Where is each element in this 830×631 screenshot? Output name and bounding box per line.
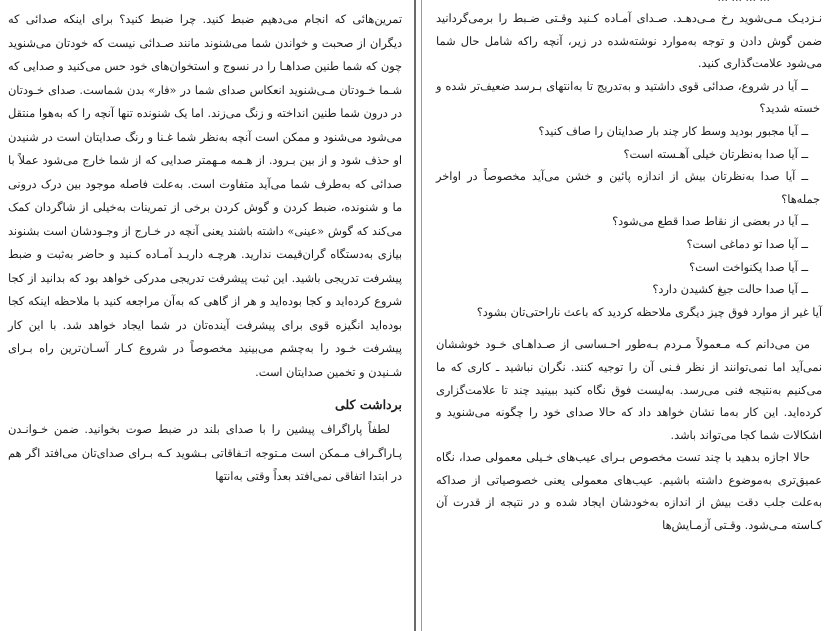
body-paragraph: تمرین‌هائی که انجام می‌دهیم ضبط کنید. چرا ضبط کنید؟ برای اینکه صدائی که دیگران از صحبت و خواندن شما می‌شنوند مانند صـدائی نیست که خودتان می‌شنوید چون که شما طنین صداهـا را در نسوج و استخوان‌های خود حس می‌کنید و صدایی که شـما خـودتان مـی‌شنوید انعکاس صدای شما در «فار» بدن شماست. صدای خـودتان در درون شما طنین انداخته و زنگ می‌زند. اما یک شنونده تنها آنچه را که به‌هوا منتقل می‌شود می‌شنود و ممکن است آنچه به‌نظر شما غـنا و رنگ صدایتان است در شنیدن او حذف شود و از بین بـرود. از هـمه مـهمتر صدایی که از شما خارج می‌شود عملاً با صدائی که به‌طرف شما می‌آید متفاوت است. به‌علت فاصله موجود بین درک درونی ما و شنونده، ضبط کردن و گوش کردن برخی از تمرینات به‌خیلی از شاگردان کمک می‌کند که گوش «عینی» داشته باشند یعنی آنچه در خـارج از وجـودشان است بشنوند بیازی به‌دستگاه گران‌قیمت ندارید. هرچـه داریـد آمـاده کـنید و حاضر به‌ثبت و ضبط پیشرفت تدریجی باشید. این ثبت پیشرفت تدریجی مدرکی خواهد بود که بدانید از کجا شروع کرده‌اید و کجا بوده‌اید و هر از گاهی که به‌آن مراجعه کنید با ملاحظه اینکه کجا بوده‌اید انگیزه قوی برای پیشرفت آینده‌تان در شما ایجاد خواهد شد. با این کار پیشرفت خـود را به‌چشم می‌بینید مخصوصاً در شروع کـار آسـان‌ترین راه بـرای شـنیدن و تخمین صدایتان است.	[8, 13, 402, 379]
closing-question: آیا غیر از موارد فوق چیز دیگری ملاحظه کردید که باعث ناراحتی‌تان بشود؟	[476, 305, 822, 319]
paragraph-gap	[436, 324, 822, 334]
left-page	[0, 0, 414, 631]
checklist-question: ــ آیا در بعضی از نقاط صدا قطع می‌شود؟	[612, 215, 808, 229]
checklist-question: ــ آیا صدا به‌نظرتان خیلی آهـسته است؟	[623, 147, 808, 161]
checklist-question: ــ آیا مجبور بودید وسط کار چند بار صدایتان را صاف کنید؟	[538, 124, 808, 138]
checklist-question: ــ آیا صدا تو دماغی است؟	[686, 237, 808, 251]
intro-paragraph: نـزدیـک مـی‌شوید رخ مـی‌دهـد. صـدای آمـاده کـنید وقـتی ضـبط را برمی‌گردانید ضمن گوش دادن و توجه به‌موارد نوشته‌شده در زیر، آنچه راکه شامل حال شما می‌شود علامت‌گذاری کنید.	[436, 12, 822, 71]
page-gutter	[414, 0, 416, 631]
running-header	[718, 0, 770, 4]
right-page	[426, 0, 830, 631]
body-paragraph: لطفاً پاراگراف پیشین را با صدای بلند در ضبط صوت بخوانید. ضمن خـوانـدن پـاراگـراف مـمکن است مـتوجه اتـفاقاتی بـشوید کـه بـرای صدای‌تان می‌افتد اگر هم در ابتدا اتفاقی نمی‌افتد بعداً وقتی به‌انتها	[8, 423, 402, 483]
body-paragraph: حالا اجازه بدهید با چند تست مخصوص بـرای عیب‌های خـیلی معمولی صدا، نگاه عمیق‌تری به‌موضوع داشته باشیم. عیب‌های معمولی یعنی خصوصیاتی از صداکه به‌علت جلب دقت بیش از اندازه به‌خودشان ایجاد شده و در نتیجه از قدرت آن کـاسته مـی‌شود. وقـتی آزمـایش‌ها	[436, 451, 822, 533]
section-heading: برداشت کلی	[334, 397, 402, 412]
checklist-question: ــ آیا صدا حالت جیغ کشیدن دارد؟	[652, 283, 808, 297]
checklist-question: ــ آیا در شروع، صدائی قوی داشتید و به‌تدریج تا به‌انتهای بـرسد ضعیف‌تر شده و خسته شدید؟	[436, 79, 820, 116]
checklist-question: ــ آیا صدا به‌نظرتان بیش از اندازه پائین و خشن می‌آید مخصوصاً در اواخر جمله‌ها؟	[436, 170, 820, 206]
page-gutter-edge	[421, 0, 422, 631]
checklist-question: ــ آیا صدا یکنواخت است؟	[689, 260, 808, 274]
body-paragraph: من می‌دانم کـه مـعمولاً مـردم بـه‌طور احـساسی از صـداهـای خـود خوششان نمی‌آید اما نمی‌توانند از نظر فـنی آن را توجیه کنند. نگران نباشید ـ کاری که ما می‌کنیم به‌نتیجه فنی می‌رسد. به‌لیست فوق نگاه کنید ببینید چند تا علامت‌گزاری کرده‌اید. این کار به‌ما نشان خواهد داد که حالا صدای خود را چگونه می‌شنوید و اشکالات شما کجا می‌تواند باشد.	[436, 338, 822, 442]
